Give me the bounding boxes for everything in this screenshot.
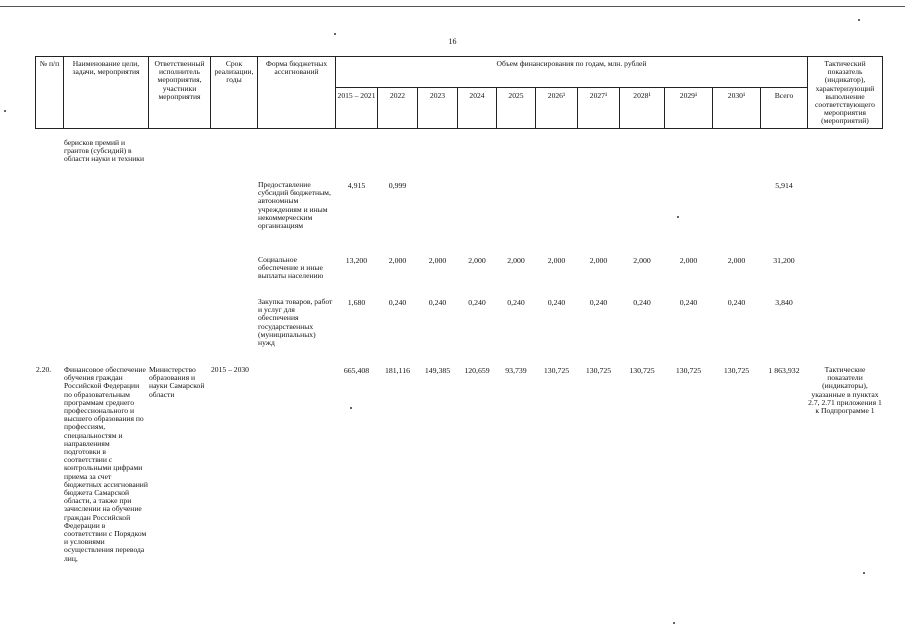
- row-value: 5,914: [775, 181, 793, 190]
- table-top-rule: [35, 56, 882, 57]
- item-value: 130,725: [629, 366, 655, 375]
- row-value: 0,240: [679, 298, 698, 307]
- item-value: 130,725: [585, 366, 612, 375]
- year-header: 2028¹: [633, 91, 651, 100]
- row-value: 2,000: [468, 256, 486, 265]
- row-value: 0,240: [388, 298, 407, 307]
- item-indicator: Тактические показатели (индикаторы), указанные в пунктах 2.7, 2.71 приложения 1 к Подпрограмме 1: [808, 365, 882, 416]
- row-value: 0,240: [589, 298, 608, 307]
- row-value: 2,000: [679, 256, 698, 265]
- header-form: Форма бюджетных ассигнований: [265, 59, 328, 77]
- row-form: Предоставление субсидий бюджетным, автономным учреждениям и иным некоммерческим организациям: [258, 180, 331, 231]
- year-header: 2025: [508, 91, 524, 100]
- item-term: 2015 – 2030: [211, 365, 249, 374]
- year-header: 2015 – 2021: [337, 91, 376, 100]
- header-num: № п/п: [39, 59, 60, 68]
- item-value: 130,725: [543, 366, 570, 375]
- volume-subheader-rule: [335, 87, 807, 88]
- header-bottom-rule: [35, 128, 882, 129]
- row-value: 0,240: [547, 298, 566, 307]
- row-form: Закупка товаров, работ и услуг для обеспечения государственных (муниципальных) нужд: [258, 297, 333, 348]
- row-value: 0,240: [633, 298, 651, 307]
- scan-speck: [673, 622, 675, 624]
- year-header: 2023: [429, 91, 446, 100]
- item-value: 181,116: [384, 366, 411, 375]
- header-responsible: Ответственный исполнитель мероприятия, участники мероприятия: [154, 59, 205, 101]
- row-value: 0,240: [507, 298, 525, 307]
- row-value: 3,840: [775, 298, 793, 307]
- row-value: 4,915: [347, 181, 366, 190]
- year-header: 2027¹: [589, 91, 608, 100]
- row-value: 2,000: [727, 256, 746, 265]
- row-value: 2,000: [633, 256, 651, 265]
- scan-speck: [334, 33, 336, 35]
- row-value: 0,240: [468, 298, 486, 307]
- item-name: Финансовое обеспечение обучения граждан Российской Федерации по образовательным программам среднего профессионального и высшего образования по профессиям, специальностям и направлениям подготовки в соответствии с контрольными цифрами приема за счет бюджетных ассигнований бюджета Самарской области, а также при зачислении на обучение граждан Российской Федерации в соответствии с Порядком и условиями осуществления перевода лиц,: [64, 365, 148, 563]
- item-value: 130,725: [723, 366, 750, 375]
- row-value: 0,240: [428, 298, 447, 307]
- scan-speck: [4, 110, 6, 112]
- item-value: 93,739: [505, 366, 527, 375]
- row-value: 2,000: [388, 256, 407, 265]
- row-value: 0,240: [727, 298, 746, 307]
- row-value: 2,000: [547, 256, 566, 265]
- row-value: 0,999: [388, 181, 407, 190]
- header-indicator: Тактический показатель (индикатор), характеризующий выполнение соответствующего мероприятия (мероприятий): [815, 59, 875, 126]
- header-volume: Объем финансирования по годам, млн. рублей: [496, 59, 647, 68]
- item-value: 1 863,932: [768, 366, 800, 375]
- year-header: 2022: [389, 91, 406, 100]
- row-value: 2,000: [507, 256, 525, 265]
- item-value: 130,725: [675, 366, 702, 375]
- header-name: Наименование цели, задачи, мероприятия: [72, 59, 140, 77]
- row-value: 31,200: [773, 256, 795, 265]
- scan-speck: [863, 572, 865, 574]
- row-value: 13,200: [345, 256, 368, 265]
- continued-item-name: берисков премий и грантов (субсидий) в области науки и техники: [64, 138, 145, 164]
- header-term: Срок реализации, годы: [214, 59, 254, 85]
- item-value: 120,659: [464, 366, 490, 375]
- item-number: 2.20.: [36, 365, 52, 374]
- year-header: Всего: [774, 91, 794, 100]
- item-responsible: Министерство образования и науки Самарской области: [149, 365, 205, 399]
- page-number: 16: [448, 37, 457, 46]
- row-value: 2,000: [428, 256, 447, 265]
- scan-speck: [350, 407, 352, 409]
- year-header: 2024: [469, 91, 485, 100]
- item-value: 665,408: [343, 366, 370, 375]
- row-value: 2,000: [589, 256, 608, 265]
- year-header: 2030¹: [727, 91, 746, 100]
- year-header: 2026¹: [547, 91, 566, 100]
- scan-speck: [677, 216, 679, 218]
- grid-vline: [882, 56, 883, 129]
- scan-speck: [858, 19, 860, 21]
- year-header: 2029¹: [679, 91, 698, 100]
- row-form: Социальное обеспечение и иные выплаты населению: [258, 255, 324, 281]
- row-value: 1,680: [347, 298, 366, 307]
- top-border-line: [0, 6, 905, 7]
- item-value: 149,385: [424, 366, 451, 375]
